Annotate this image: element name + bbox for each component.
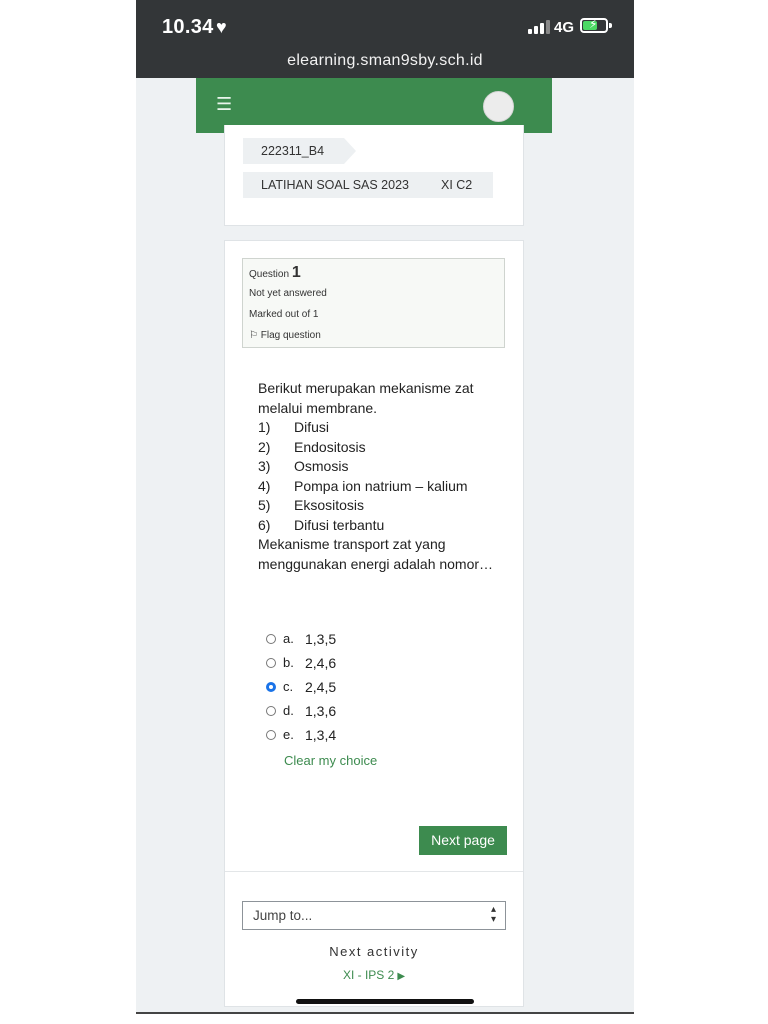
next-activity-label: Next activity <box>329 944 419 959</box>
answer-option-d[interactable]: d. 1,3,6 <box>265 702 465 722</box>
question-text <box>258 379 498 574</box>
answer-option-a[interactable]: a. 1,3,5 <box>265 630 465 650</box>
flag-question-link[interactable]: ⚐ Flag question <box>249 330 321 341</box>
question-mark: Marked out of 1 <box>249 309 319 320</box>
question-intro: Berikut merupakan mekanisme zat melalui membrane. <box>258 380 474 416</box>
select-arrows-icon: ▴ ▾ <box>490 904 496 925</box>
question-item: 1) Difusi <box>258 419 330 435</box>
radio-e[interactable] <box>266 730 276 740</box>
question-item: 4) Pompa ion natrium – kalium <box>258 477 468 494</box>
screen-bottom-edge <box>136 1012 634 1014</box>
breadcrumb-course[interactable]: 222311_B4 <box>243 138 344 164</box>
radio-b[interactable] <box>266 658 276 668</box>
phone-screen <box>136 0 634 1014</box>
breadcrumb <box>224 125 524 226</box>
question-item: 3) Osmosis <box>258 458 349 474</box>
heart-icon: ♥ <box>216 17 227 37</box>
answer-option-b[interactable]: b. 2,4,6 <box>265 654 465 674</box>
play-arrow-icon: ▶ <box>397 971 406 982</box>
question-item: 6) Difusi terbantu <box>258 516 385 533</box>
breadcrumb-quiz[interactable]: LATIHAN SOAL SAS 2023 <box>243 172 425 198</box>
question-card <box>224 240 524 1007</box>
signal-icon <box>528 20 550 34</box>
home-indicator <box>296 999 474 1004</box>
question-number: Question 1 <box>249 264 301 281</box>
question-info <box>242 258 505 348</box>
jump-to-select[interactable] <box>242 901 506 930</box>
network-type: 4G <box>554 19 575 36</box>
question-prompt: Mekanisme transport zat yang menggunakan energi adalah nomor… <box>258 536 494 572</box>
radio-a[interactable] <box>266 634 276 644</box>
answer-option-e[interactable]: e. 1,3,4 <box>265 726 465 746</box>
answer-option-c[interactable]: c. 2,4,5 <box>265 678 465 698</box>
status-bar <box>136 0 634 78</box>
breadcrumb-class[interactable]: XI C2 <box>423 172 493 198</box>
radio-c[interactable] <box>266 682 276 692</box>
question-item: 2) Endositosis <box>258 438 366 455</box>
battery-tip <box>609 23 612 28</box>
clear-choice-link[interactable]: Clear my choice <box>284 753 378 768</box>
question-status: Not yet answered <box>249 288 327 299</box>
status-time: 10.34 <box>162 16 214 38</box>
radio-d[interactable] <box>266 706 276 716</box>
question-item: 5) Eksositosis <box>258 497 365 513</box>
next-page-button[interactable]: Next page <box>419 826 507 855</box>
user-avatar[interactable] <box>483 91 514 122</box>
divider <box>225 871 523 872</box>
flag-icon: ⚐ <box>249 330 258 341</box>
next-activity-link[interactable]: XI - IPS 2 ▶ <box>342 968 406 982</box>
jump-to-value: Jump to... <box>253 908 313 923</box>
browser-url[interactable]: elearning.sman9sby.sch.id <box>287 52 483 69</box>
battery-icon: ⚡ <box>580 18 608 33</box>
hamburger-menu-icon[interactable]: ☰ <box>216 94 233 114</box>
